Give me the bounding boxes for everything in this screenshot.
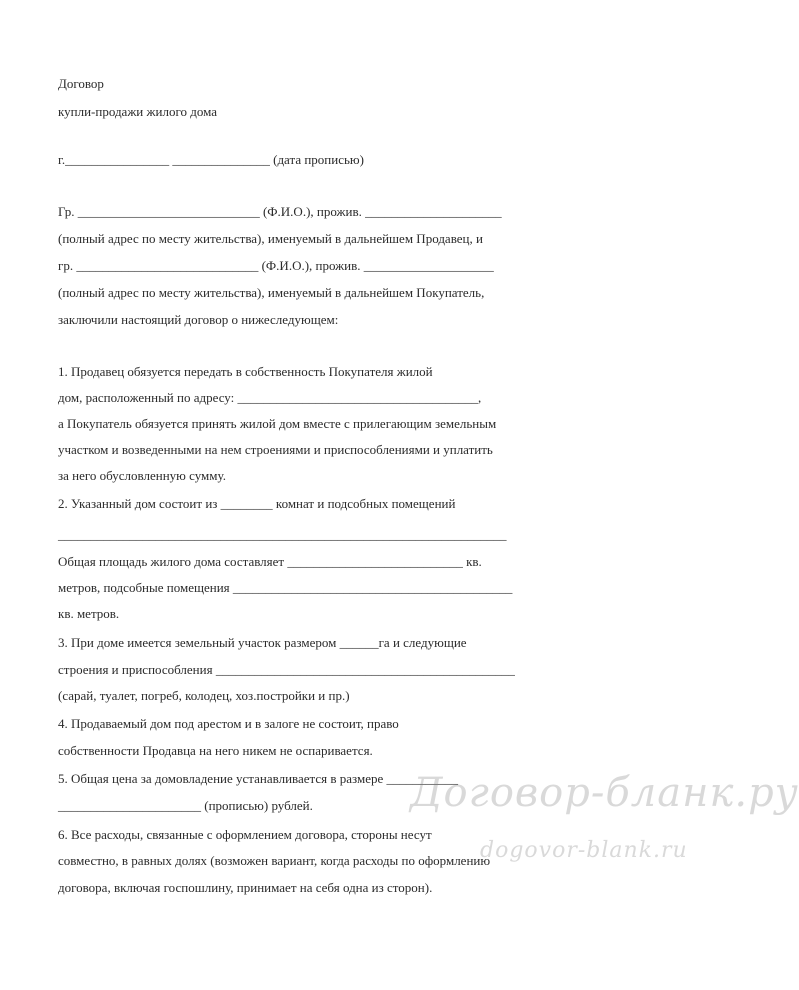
clause-3-line-2: строения и приспособления ______________________________________________ — [58, 662, 515, 677]
clause-2-line-1: 2. Указанный дом состоит из ________ комнат и подсобных помещений — [58, 496, 456, 511]
clause-3-line-3: (сарай, туалет, погреб, колодец, хоз.постройки и пр.) — [58, 688, 350, 703]
clause-3-line-1: 3. При доме имеется земельный участок размером ______га и следующие — [58, 635, 467, 650]
agreement-intro: заключили настоящий договор о нижеследующем: — [58, 312, 339, 327]
document-title: Договор — [58, 76, 104, 91]
watermark-large: Договор-бланк.ру — [410, 770, 799, 816]
clause-2-line-3: Общая площадь жилого дома составляет ___________________________ кв. — [58, 554, 482, 569]
clause-1-line-4: участком и возведенными на нем строениями и приспособлениями и уплатить — [58, 442, 493, 457]
seller-address-line: (полный адрес по месту жительства), именуемый в дальнейшем Продавец, и — [58, 231, 483, 246]
date-line: г.________________ _______________ (дата прописью) — [58, 152, 364, 167]
seller-line: Гр. ____________________________ (Ф.И.О.), прожив. _____________________ — [58, 204, 502, 219]
clause-6-line-1: 6. Все расходы, связанные с оформлением договора, стороны несут — [58, 827, 432, 842]
clause-6-line-3: договора, включая госпошлину, принимает на себя одна из сторон). — [58, 880, 433, 895]
clause-1-line-5: за него обусловленную сумму. — [58, 468, 226, 483]
clause-1-line-2: дом, расположенный по адресу: _____________________________________, — [58, 390, 482, 405]
clause-4-line-1: 4. Продаваемый дом под арестом и в залоге не состоит, право — [58, 716, 399, 731]
clause-1-line-3: а Покупатель обязуется принять жилой дом вместе с прилегающим земельным — [58, 416, 497, 431]
clause-6-line-2: совместно, в равных долях (возможен вариант, когда расходы по оформлению — [58, 853, 491, 868]
clause-2-line-4: метров, подсобные помещения ___________________________________________ — [58, 580, 513, 595]
document-subtitle: купли-продажи жилого дома — [58, 104, 217, 119]
watermark-small: dogovor-blank.ru — [480, 838, 688, 863]
clause-2-blank-line: _____________________________________________________________________ — [58, 527, 507, 542]
buyer-line: гр. ____________________________ (Ф.И.О.), прожив. ____________________ — [58, 258, 494, 273]
buyer-address-line: (полный адрес по месту жительства), именуемый в дальнейшем Покупатель, — [58, 285, 485, 300]
clause-5-line-1: 5. Общая цена за домовладение устанавливается в размере ___________ — [58, 771, 458, 786]
clause-1-line-1: 1. Продавец обязуется передать в собственность Покупателя жилой — [58, 364, 433, 379]
clause-5-line-2: ______________________ (прописью) рублей. — [58, 798, 313, 813]
clause-4-line-2: собственности Продавца на него никем не оспаривается. — [58, 743, 373, 758]
clause-2-line-5: кв. метров. — [58, 606, 120, 621]
